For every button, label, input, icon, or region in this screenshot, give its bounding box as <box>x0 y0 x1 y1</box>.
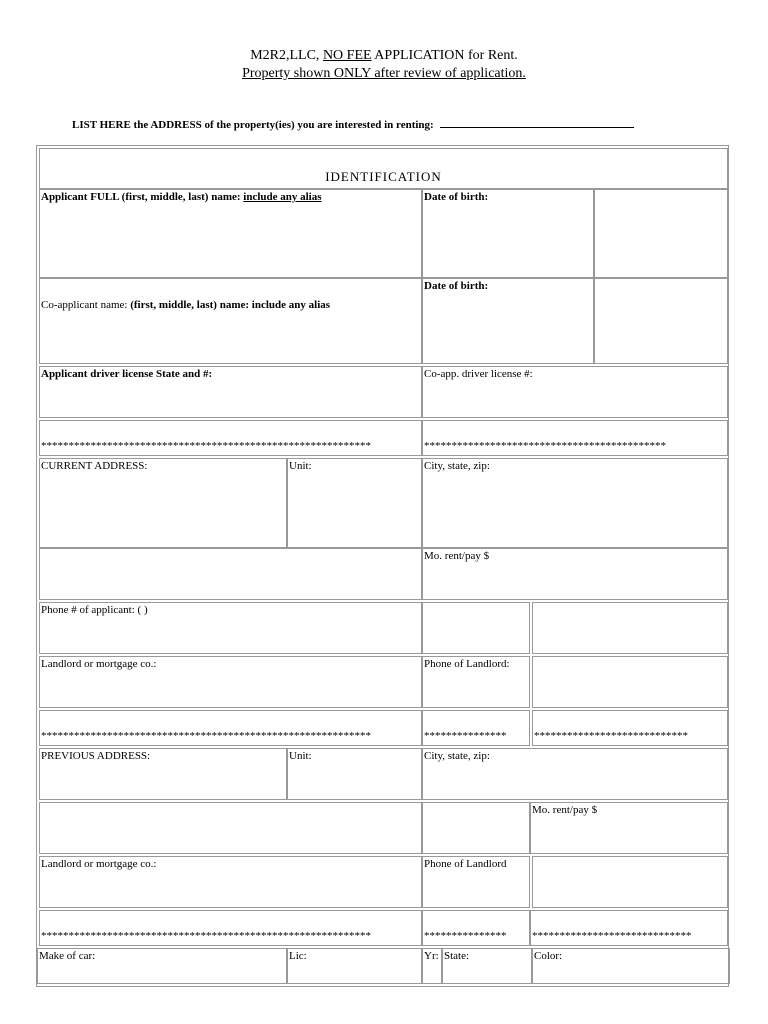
property-address-line <box>72 116 634 131</box>
lic-field[interactable] <box>287 948 422 984</box>
landlord2-field[interactable] <box>39 856 422 908</box>
separator-stars: *************** <box>424 930 507 942</box>
application-label: APPLICATION for Rent. <box>374 48 518 63</box>
phone-extra-cell[interactable] <box>422 602 530 654</box>
coapplicant-name-note: (first, middle, last) name: include any alias <box>130 299 331 311</box>
address-continued-field[interactable] <box>39 548 422 600</box>
previous-address-field[interactable] <box>39 748 287 800</box>
previous-address-label: PREVIOUS ADDRESS: <box>41 750 151 762</box>
phone-landlord2-label: Phone of Landlord <box>424 858 507 870</box>
yr-label: Yr: <box>424 950 439 962</box>
unit-label: Unit: <box>289 460 312 472</box>
make-of-car-field[interactable] <box>37 948 287 984</box>
dob-label: Date of birth: <box>424 191 489 203</box>
phone-landlord2-value[interactable] <box>532 856 728 908</box>
dob2-extra-cell[interactable] <box>594 278 728 364</box>
applicant-dl-label: Applicant driver license State and #: <box>41 368 213 380</box>
lic-label: Lic: <box>289 950 307 962</box>
landlord-field[interactable] <box>39 656 422 708</box>
dob-extra-cell[interactable] <box>594 189 728 278</box>
state-label: State: <box>444 950 470 962</box>
state-field[interactable] <box>442 948 532 984</box>
separator-row <box>422 420 728 456</box>
applicant-dl-field[interactable] <box>39 366 422 418</box>
current-address-label: CURRENT ADDRESS: <box>41 460 148 472</box>
phone-landlord-value[interactable] <box>532 656 728 708</box>
separator-stars: ***************************** <box>532 930 692 942</box>
separator-stars: ************************************************************ <box>41 730 371 742</box>
color-label: Color: <box>534 950 563 962</box>
unit-field[interactable] <box>287 458 422 548</box>
coapplicant-name-field[interactable] <box>39 278 422 364</box>
unit2-field[interactable] <box>287 748 422 800</box>
property-address-blank[interactable] <box>440 116 634 128</box>
applicant-name-label: Applicant FULL (first, middle, last) name: <box>41 191 244 203</box>
city-state-zip-label: City, state, zip: <box>424 460 490 472</box>
make-of-car-label: Make of car: <box>39 950 96 962</box>
separator-row <box>532 710 728 746</box>
property-address-label: LIST HERE the ADDRESS of the property(ies) you are interested in renting: <box>72 119 434 131</box>
phone-extra-cell[interactable] <box>532 602 728 654</box>
mo-rent-label: Mo. rent/pay $ <box>424 550 490 562</box>
separator-row <box>39 710 422 746</box>
separator-stars: ************************************************************ <box>41 930 371 942</box>
yr-field[interactable] <box>422 948 442 984</box>
company-name: M2R2,LLC, <box>250 48 323 63</box>
current-address-field[interactable] <box>39 458 287 548</box>
city-state-zip-field[interactable] <box>422 458 728 548</box>
phone-landlord2-field[interactable] <box>422 856 530 908</box>
separator-stars: **************************** <box>534 730 688 742</box>
separator-stars: ******************************************** <box>424 440 666 452</box>
previous-extra-cell[interactable] <box>422 802 530 854</box>
phone-landlord-label: Phone of Landlord: <box>424 658 510 670</box>
mo-rent2-field[interactable] <box>530 802 728 854</box>
applicant-name-field[interactable] <box>39 189 422 278</box>
subtitle-text: Property shown ONLY after review of application. <box>242 66 526 81</box>
no-fee-label: NO FEE <box>322 48 372 63</box>
separator-row <box>530 910 728 946</box>
phone-landlord-field[interactable] <box>422 656 530 708</box>
alias-note: include any alias <box>243 191 322 203</box>
section-header <box>39 148 728 189</box>
color-field[interactable] <box>532 948 730 984</box>
form-subtitle <box>0 66 768 82</box>
separator-row <box>422 910 530 946</box>
landlord-label: Landlord or mortgage co.: <box>41 658 157 670</box>
separator-stars: ************************************************************ <box>41 440 371 452</box>
coapplicant-name-label: Co-applicant name: <box>41 299 131 311</box>
mo-rent2-label: Mo. rent/pay $ <box>532 804 598 816</box>
city-state-zip2-field[interactable] <box>422 748 728 800</box>
unit2-label: Unit: <box>289 750 312 762</box>
phone-applicant-label: Phone # of applicant: ( ) <box>41 604 148 616</box>
mo-rent-field[interactable] <box>422 548 728 600</box>
phone-applicant-field[interactable] <box>39 602 422 654</box>
dob2-field[interactable] <box>422 278 594 364</box>
coapp-dl-label: Co-app. driver license #: <box>424 368 533 380</box>
separator-row <box>422 710 530 746</box>
separator-stars: *************** <box>424 730 507 742</box>
dob-field[interactable] <box>422 189 594 278</box>
dob2-label: Date of birth: <box>424 280 489 292</box>
city-state-zip2-label: City, state, zip: <box>424 750 490 762</box>
coapp-dl-field[interactable] <box>422 366 728 418</box>
section-title: IDENTIFICATION <box>325 169 442 184</box>
form-title <box>0 48 768 64</box>
previous-address-continued-field[interactable] <box>39 802 422 854</box>
separator-row <box>39 420 422 456</box>
separator-row <box>39 910 422 946</box>
landlord2-label: Landlord or mortgage co.: <box>41 858 157 870</box>
